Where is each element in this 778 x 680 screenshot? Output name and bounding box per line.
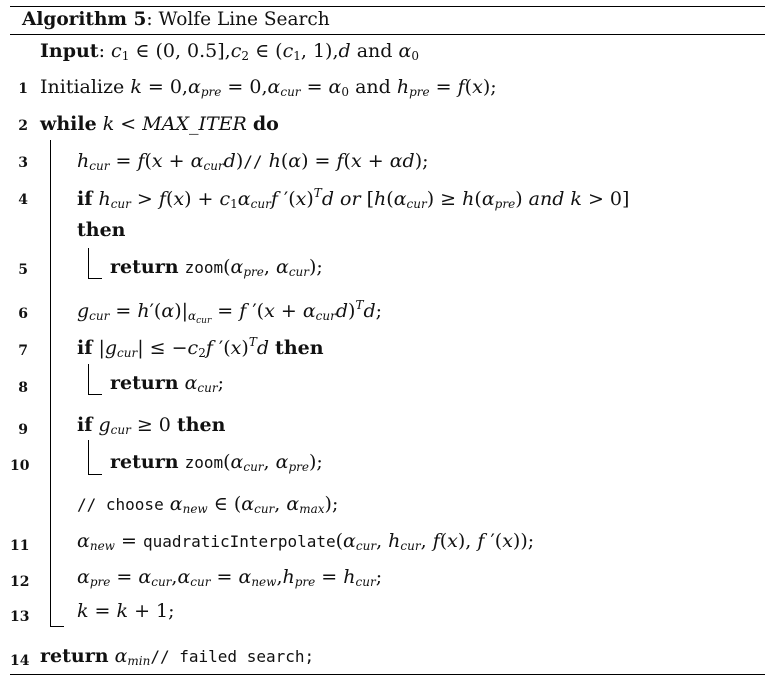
quadratic-fn: quadraticInterpolate [142,532,336,551]
line-2: while k < MAX_ITER do [40,113,279,135]
line-number: 4 [18,192,28,208]
line-number: 14 [10,653,30,669]
and-word: and [356,40,393,62]
line-12: $\alpha_{pre} = \alpha_{cur},\alpha_{cur} = \alpha_{new},h_{pre} = h_{cur}$; [77,566,383,589]
return-keyword: return [110,451,179,473]
while-block-end [50,626,64,627]
return-keyword: return [40,645,109,667]
bottom-rule [10,674,765,675]
line-number: 5 [18,262,28,278]
do-keyword: do [252,113,279,135]
line-number: 6 [18,306,28,322]
line-number: 3 [18,155,28,171]
line-11: $\alpha_{new}$ = $quadraticInterpolate(\alpha_{cur}$, $h_{cur}$, f(x), f ′(x)); [77,530,535,553]
zoom-fn: zoom [184,453,224,472]
line-10: return $zoom(\alpha_{cur}$, $\alpha_{pre}$); [110,451,323,474]
if-block-end [88,394,102,395]
line-number: 11 [10,538,30,554]
if-keyword: if [77,337,93,359]
zoom-fn: zoom [184,258,224,277]
line-4: if $h_{cur} > f(x) + c1\alpha_{cur}f$ $'(x)^Td$ or [$h(\alpha_{cur}) \ge h(\alpha_{pre})$ and k > 0] [77,186,630,211]
line-7: if $|g_{cur}| \le -c2f$ $'(x)^Td$ then [77,335,324,360]
then-keyword: then [275,337,324,359]
top-rule [10,6,765,7]
line-9: if $g_{cur} \ge 0$ then [77,414,226,437]
if-block-bar [88,248,89,278]
choose-comment: // choose [77,495,164,514]
line-number: 2 [18,118,28,134]
input-line: Input: c1 ∈ (0, 0.5],c2 ∈ (c1, 1),d and α0 [40,40,419,63]
if-block-end [88,474,102,475]
then-keyword: then [176,414,226,436]
line-3: $h_{cur} = f(x + \alpha_{cur}d)//$ h(α) = f(x + αd); [77,150,429,173]
if-keyword: if [77,188,93,210]
then-keyword: then [77,219,126,241]
while-keyword: while [40,113,97,135]
comment-marker: // [243,152,263,171]
line-number: 8 [18,380,28,396]
if-block-bar [88,364,89,394]
while-block-bar [50,140,51,626]
algorithm-name: Wolfe Line Search [158,9,330,30]
line-number: 9 [18,422,28,438]
line-number: 13 [10,609,30,625]
algorithm-title: Algorithm 5: Wolfe Line Search [22,9,330,30]
algorithm-label: Algorithm 5 [22,9,147,30]
return-keyword: return [110,372,179,394]
line-number: 12 [10,574,30,590]
line-1: Initialize $k = 0,\alpha_{pre} = 0,\alpha_{cur} = \alpha 0$ and $h_{pre} = f(x)$; [40,76,497,99]
line-6: $g_{cur} = h'(\alpha)|_{\alpha cur} = f$ $'(x + \alpha_{cur}d)^Td$; [77,298,383,326]
choose-comment-line: // choose $\alpha_{new}$ ∈ ($\alpha_{cur}$, $\alpha_{max}$); [77,493,339,516]
return-keyword: return [110,256,179,278]
line-5: return $zoom(\alpha_{pre}$, $\alpha_{cur}$); [110,256,323,279]
initialize-word: Initialize [40,76,125,98]
line-14: return $\alpha_{min}//$ failed search; [40,645,315,668]
if-block-end [88,278,102,279]
if-keyword: if [77,414,93,436]
line-13: k = k + 1; [77,600,175,622]
line-number: 10 [10,458,30,474]
failed-comment: // failed search; [150,647,315,666]
and-word: and [528,188,565,210]
or-word: or [340,188,361,210]
input-keyword: Input [40,40,99,62]
and-word: and [355,76,391,98]
title-rule [10,34,765,35]
line-number: 7 [18,343,28,359]
if-block-bar [88,440,89,474]
line-number: 1 [18,81,28,97]
line-8: return $\alpha_{cur}$; [110,372,224,395]
